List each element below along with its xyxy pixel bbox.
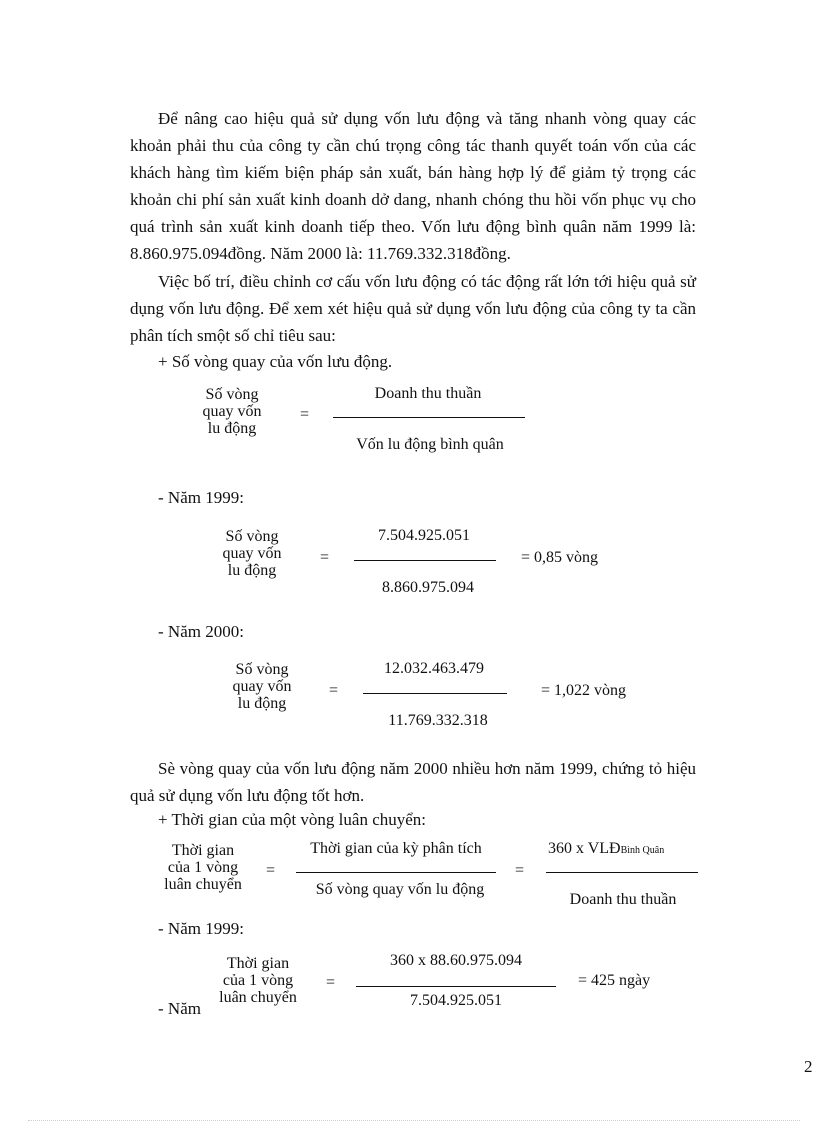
footer-divider [28,1120,800,1121]
calc-1999-result: = 0,85 vòng [521,549,599,566]
calc-1999-denominator: 8.860.975.094 [382,579,474,596]
label-line-2: của 1 vòng [222,972,294,989]
label-line-3: lu động [237,695,287,712]
label-line-3: lu động [207,420,257,437]
cycle-1999-result: = 425 ngày [578,972,651,989]
label-line-1: Số vòng [205,386,259,403]
conclusion-paragraph: Sè vòng quay của vốn lưu động năm 2000 nhiều hơn năm 1999, chứng tỏ hiệu quả sử dụng vốn lưu động tốt hơn. [130,759,696,805]
page-number: 2 [804,1057,813,1076]
year-1999-heading: - Năm 1999: [158,488,244,507]
cycle-numerator-2 [548,840,664,860]
label-line-2: của 1 vòng [167,859,239,876]
cycle-numerator-1: Thời gian của kỳ phân tích [310,840,482,857]
year-cut-heading: - Năm [158,999,201,1018]
cycle-denominator-2: Doanh thu thuần [569,891,677,908]
calc-2000-numerator: 12.032.463.479 [384,660,484,677]
label-line-1: Thời gian [226,955,290,972]
cycle-numerator-subscript: Bình Quân [620,845,665,856]
label-line-1: Số vòng [235,661,289,678]
fraction-bar [363,693,507,694]
cycle-denominator-1: Số vòng quay vốn lu động [315,881,485,898]
year-1999-cycle-heading: - Năm 1999: [158,919,244,938]
calc-2000-denominator: 11.769.332.318 [388,712,488,729]
calc-1999-numerator: 7.504.925.051 [378,527,470,544]
label-line-3: luân chuyển [219,989,297,1006]
equals-sign: = [300,406,310,423]
equals-sign: = [329,682,339,699]
cycle-1999-denominator: 7.504.925.051 [410,992,502,1009]
label-line-2: quay vốn [222,545,282,562]
label-line-2: quay vốn [202,403,262,420]
formula-denominator: Vốn lu động bình quân [356,436,504,453]
cycle-heading: + Thời gian của một vòng luân chuyển: [158,810,427,829]
year-2000-heading: - Năm 2000: [158,622,244,641]
label-line-1: Số vòng [225,528,279,545]
label-line-3: luân chuyển [164,876,242,893]
turnover-formula-label [182,386,282,437]
label-line-1: Thời gian [171,842,235,859]
fraction-bar [354,560,496,561]
calc-2000-label [212,661,312,712]
equals-sign: = [515,862,525,879]
calc-2000-result: = 1,022 vòng [541,682,627,699]
cycle-1999-numerator: 360 x 88.60.975.094 [390,952,522,969]
cycle-1999-label [206,955,310,1006]
fraction-bar [333,417,525,418]
equals-sign: = [266,862,276,879]
label-line-3: lu động [227,562,277,579]
calc-1999-label [202,528,302,579]
structure-paragraph: Việc bố trí, điều chỉnh cơ cấu vốn lưu động có tác động rất lớn tới hiệu quả sử dụng vốn lưu động. Để xem xét hiệu quả sử dụng vốn lưu động của công ty ta cần phân tích smột số chỉ tiêu sau: [130,272,696,345]
fraction-bar [296,872,496,873]
intro-paragraph: Để nâng cao hiệu quả sử dụng vốn lưu động và tăng nhanh vòng quay các khoản phải thu của công ty cần chú trọng công tác thanh quyết toán vốn của các khách hàng tìm kiếm biện pháp sản xuất, bán hàng hợp lý để giảm tỷ trọng các khoản chi phí sản xuất kinh doanh dở dang, nhanh chóng thu hồi vốn phục vụ cho quá trình sản xuất kinh doanh tiếp theo. Vốn lưu động bình quân năm 1999 là: 8.860.975.094đồng. Năm 2000 là: 11.769.332.318đồng. [130,109,696,263]
fraction-bar [546,872,698,873]
fraction-bar [356,986,556,987]
equals-sign: = [326,974,336,991]
cycle-formula-label [148,842,258,893]
formula-numerator: Doanh thu thuần [374,385,482,402]
equals-sign: = [320,549,330,566]
turnover-heading: + Số vòng quay của vốn lưu động. [158,352,393,371]
cycle-numerator-main: 360 x VLĐ [548,840,621,857]
label-line-2: quay vốn [232,678,292,695]
